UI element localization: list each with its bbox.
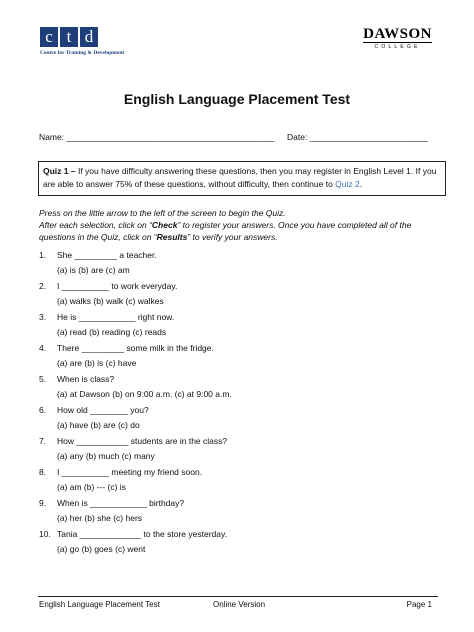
question-text: [39, 343, 214, 353]
dawson-college-label: COLLEGE: [374, 44, 421, 50]
ctd-letter-t: t: [60, 27, 78, 47]
question-text: [39, 250, 157, 260]
question-item: [39, 436, 439, 467]
question-item: [39, 529, 439, 560]
question-number: 1.: [39, 250, 47, 260]
quiz-description: If you have difficulty answering these questions, then you may register in English Level 1. If you are able to answer 75% of these questions, without difficulty, then continue to: [43, 166, 437, 189]
question-prompt: When is ____________ birthday?: [57, 498, 185, 508]
instruction-text-a: After each selection, click on “: [39, 220, 152, 230]
ctd-letter-c: c: [40, 27, 58, 47]
question-item: [39, 281, 439, 312]
question-item: [39, 343, 439, 374]
question-text: [39, 467, 202, 477]
name-label: Name:: [39, 132, 65, 142]
question-options[interactable]: (a) any (b) much (c) many: [57, 451, 155, 461]
question-options[interactable]: (a) am (b) --- (c) is: [57, 482, 126, 492]
page-title: English Language Placement Test: [123, 91, 351, 107]
question-text: [39, 436, 227, 446]
question-options[interactable]: (a) walks (b) walk (c) walkes: [57, 296, 164, 306]
name-blank: ____________________________________________: [66, 132, 275, 142]
instruction-line-2: [39, 219, 439, 243]
question-item: [39, 374, 439, 405]
question-item: [39, 405, 439, 436]
question-text: [39, 374, 114, 384]
question-options[interactable]: (a) her (b) she (c) hers: [57, 513, 143, 523]
question-item: [39, 498, 439, 529]
check-keyword: Check: [151, 220, 178, 230]
footer-divider: [38, 596, 438, 597]
quiz-heading: Quiz 1 –: [43, 166, 76, 176]
question-prompt: How ___________ students are in the class?: [57, 436, 228, 446]
question-prompt: Tania _____________ to the store yesterday.: [57, 529, 227, 539]
ctd-letter-d: d: [80, 27, 98, 47]
date-blank: _________________________: [309, 132, 428, 142]
question-prompt: She _________ a teacher.: [57, 250, 157, 260]
quiz-2-link[interactable]: Quiz 2: [335, 179, 360, 189]
question-prompt: He is ____________ right now.: [57, 312, 175, 322]
question-text: [39, 405, 149, 415]
question-number: 2.: [39, 281, 47, 291]
question-options[interactable]: (a) read (b) reading (c) reads: [57, 327, 167, 337]
instruction-text-b: ” to register your answers. Once you have completed all of the questions in the Quiz, click on “: [39, 220, 412, 242]
name-field[interactable]: [39, 132, 274, 142]
date-label: Date:: [287, 132, 308, 142]
question-options[interactable]: (a) is (b) are (c) am: [57, 265, 130, 275]
results-keyword: Results: [156, 232, 188, 242]
question-prompt: When is class?: [57, 374, 115, 384]
ctd-logo: [40, 27, 124, 56]
question-options[interactable]: (a) are (b) is (c) have: [57, 358, 137, 368]
question-prompt: I __________ to work everyday.: [57, 281, 178, 291]
question-number: 7.: [39, 436, 47, 446]
dawson-logo: [363, 27, 432, 50]
question-number: 3.: [39, 312, 47, 322]
quiz-description-end: .: [359, 179, 363, 189]
question-item: [39, 467, 439, 498]
instruction-line-1: Press on the little arrow to the left of the screen to begin the Quiz.: [39, 208, 286, 218]
question-number: 4.: [39, 343, 47, 353]
question-list: [39, 250, 439, 560]
question-item: [39, 312, 439, 343]
question-number: 6.: [39, 405, 47, 415]
question-text: [39, 529, 227, 539]
question-options[interactable]: (a) go (b) goes (c) went: [57, 544, 146, 554]
question-number: 9.: [39, 498, 47, 508]
date-field[interactable]: [287, 132, 428, 142]
question-prompt: There _________ some milk in the fridge.: [57, 343, 214, 353]
footer-version: Online Version: [213, 600, 266, 609]
footer-page-number: Page 1: [406, 600, 432, 609]
question-prompt: How old ________ you?: [57, 405, 149, 415]
question-item: [39, 250, 439, 281]
question-number: 8.: [39, 467, 47, 477]
question-text: [39, 312, 174, 322]
question-text: [39, 281, 177, 291]
question-options[interactable]: (a) at Dawson (b) on 9:00 a.m. (c) at 9:00 a.m.: [57, 389, 232, 399]
dawson-name: DAWSON: [363, 26, 432, 42]
question-number: 10.: [39, 529, 51, 539]
quiz-info-box: [38, 161, 446, 196]
instruction-text-c: ” to verify your answers.: [187, 232, 278, 242]
question-number: 5.: [39, 374, 47, 384]
ctd-subtitle: Centre for Training & Development: [40, 50, 125, 56]
instructions: [39, 207, 439, 243]
question-text: [39, 498, 184, 508]
dawson-divider: [363, 42, 432, 43]
question-options[interactable]: (a) have (b) are (c) do: [57, 420, 140, 430]
footer-title: English Language Placement Test: [39, 600, 160, 609]
question-prompt: I __________ meeting my friend soon.: [57, 467, 203, 477]
